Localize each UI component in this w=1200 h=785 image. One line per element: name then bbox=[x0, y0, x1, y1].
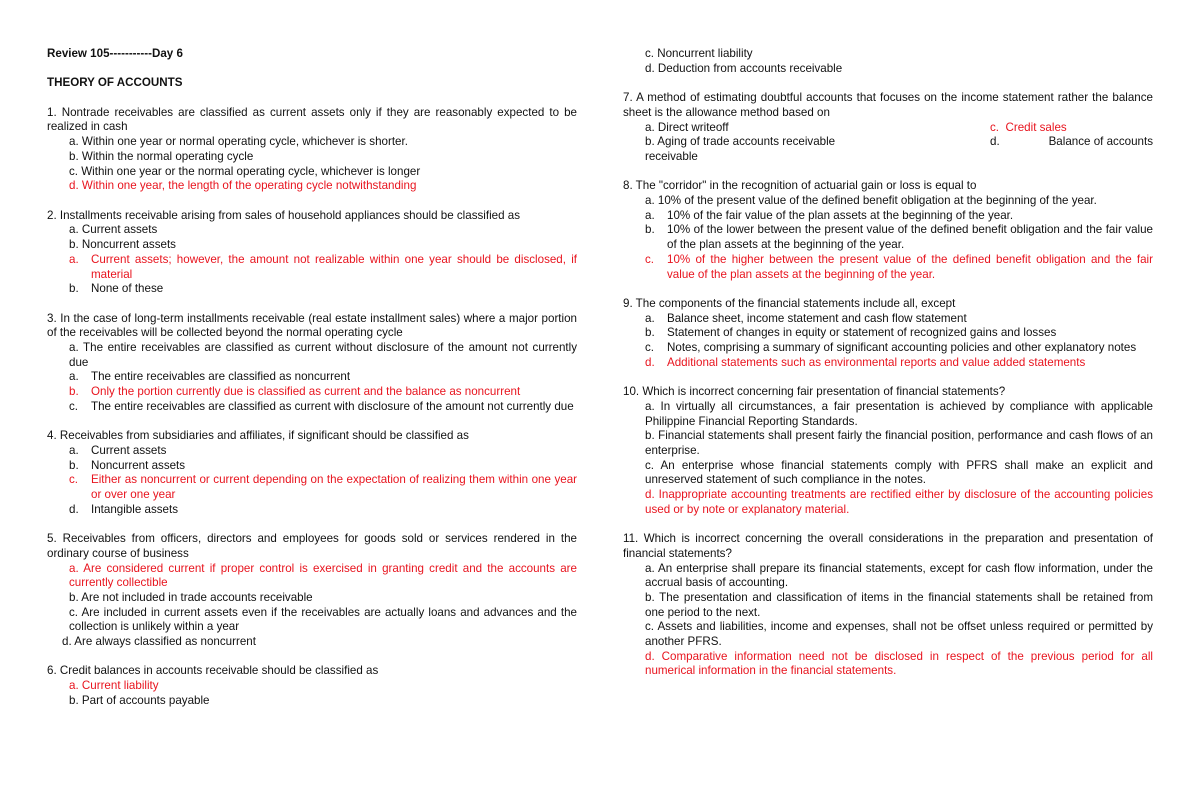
option-text: None of these bbox=[91, 282, 164, 296]
question-3-option-a: a. The entire receivables are classified as current without disclosure of the amount not currently due bbox=[69, 341, 577, 369]
option-text: 10% of the higher between the present value of the defined benefit obligation and the fair value of the plan assets at the beginning of the year. bbox=[667, 252, 1153, 281]
question-10-option-b: b. Financial statements shall present fairly the financial position, performance and cash flows of an enterprise. bbox=[645, 429, 1153, 457]
question-11 bbox=[623, 532, 1153, 679]
question-6-option-c: c. Noncurrent liability bbox=[645, 47, 753, 60]
option-letter: a. bbox=[69, 252, 79, 266]
question-7-option-b: b. Aging of trade accounts receivable bbox=[645, 135, 836, 149]
question-4-option-a bbox=[69, 444, 577, 459]
option-letter: d. bbox=[69, 502, 79, 516]
question-9 bbox=[623, 297, 1153, 371]
question-5-option-a: a. Are considered current if proper control is exercised in granting credit and the accounts are currently collectible bbox=[69, 561, 577, 590]
question-11-option-b: b. The presentation and classification of items in the financial statements shall be retained from one period to the next. bbox=[645, 590, 1153, 619]
question-7-row-1 bbox=[645, 121, 1153, 136]
option-letter: b. bbox=[645, 326, 655, 340]
review-title: Review 105-----------Day 6 bbox=[47, 47, 183, 60]
question-7-row-2 bbox=[645, 135, 1153, 150]
question-7-stem: 7. A method of estimating doubtful accounts that focuses on the income statement rather the balance sheet is the allowance method based on bbox=[623, 91, 1153, 119]
section-title: THEORY OF ACCOUNTS bbox=[47, 76, 183, 90]
question-1-option-b: b. Within the normal operating cycle bbox=[69, 149, 254, 163]
option-letter: b. bbox=[69, 458, 79, 472]
option-letter: b. bbox=[645, 223, 655, 237]
question-5-stem: 5. Receivables from officers, directors and employees for goods sold or services rendered in the ordinary course of business bbox=[47, 532, 577, 560]
question-10-option-c: c. An enterprise whose financial statements comply with PFRS shall make an explicit and unreserved statement of such compliance in the notes. bbox=[645, 458, 1153, 487]
question-10-option-a: a. In virtually all circumstances, a fair presentation is achieved by compliance with applicable Philippine Financial Reporting Standards. bbox=[645, 399, 1153, 428]
question-2 bbox=[47, 209, 577, 297]
option-letter: b. bbox=[69, 385, 79, 399]
question-8-option-a: a. 10% of the present value of the defined benefit obligation at the beginning of the year. bbox=[645, 194, 1097, 207]
question-4-option-c bbox=[69, 473, 577, 502]
question-3 bbox=[47, 312, 577, 415]
option-letter: a. bbox=[69, 443, 79, 457]
question-6-option-a: a. Current liability bbox=[69, 679, 159, 693]
question-9-option-c bbox=[645, 341, 1153, 356]
question-5-option-d: d. Are always classified as noncurrent bbox=[62, 635, 256, 649]
question-10-option-d: d. Inappropriate accounting treatments are rectified either by disclosure of the accounting policies used or by note or explanatory material. bbox=[645, 488, 1153, 516]
option-text: Noncurrent assets bbox=[91, 458, 186, 472]
option-letter: a. bbox=[645, 311, 655, 325]
question-1 bbox=[47, 106, 577, 194]
option-letter: c. bbox=[645, 252, 655, 266]
question-4 bbox=[47, 429, 577, 517]
question-5-option-b: b. Are not included in trade accounts receivable bbox=[69, 590, 313, 604]
question-7 bbox=[623, 91, 1153, 165]
option-letter: b. bbox=[69, 282, 79, 296]
question-9-option-b bbox=[645, 326, 1153, 341]
option-letter: c. bbox=[645, 341, 655, 355]
right-column bbox=[623, 47, 1153, 679]
question-7-option-a: a. Direct writeoff bbox=[645, 120, 729, 134]
question-4-option-d bbox=[69, 503, 577, 518]
question-2-option-b: b. Noncurrent assets bbox=[69, 238, 176, 252]
option-letter: d. bbox=[990, 135, 1000, 149]
question-3-stem: 3. In the case of long-term installments receivable (real estate installment sales) where a major portion of the receivables will be collected beyond the normal operating cycle bbox=[47, 311, 577, 340]
question-9-option-a bbox=[645, 312, 1153, 327]
question-10-stem: 10. Which is incorrect concerning fair presentation of financial statements? bbox=[623, 385, 1006, 399]
question-6 bbox=[47, 664, 577, 708]
question-10 bbox=[623, 385, 1153, 517]
option-letter: a. bbox=[645, 208, 655, 222]
question-8-option-c bbox=[645, 223, 1153, 252]
left-column bbox=[47, 47, 577, 709]
question-3-option-c bbox=[69, 385, 577, 400]
question-4-stem: 4. Receivables from subsidiaries and affiliates, if significant should be classified as bbox=[47, 429, 469, 443]
option-letter: c. bbox=[990, 120, 1000, 134]
question-8-option-d bbox=[645, 253, 1153, 282]
question-3-option-b bbox=[69, 370, 577, 385]
option-text: The entire receivables are classified as current with disclosure of the amount not currently due bbox=[91, 399, 574, 413]
option-letter: a. bbox=[69, 370, 79, 384]
question-2-option-c bbox=[69, 253, 577, 282]
option-text: Additional statements such as environmental reports and value added statements bbox=[667, 355, 1086, 369]
question-6-option-d: d. Deduction from accounts receivable bbox=[645, 61, 843, 75]
question-7-option-d-continued: receivable bbox=[645, 149, 698, 163]
option-text: 10% of the lower between the present value of the defined benefit obligation and the fair value of the plan assets at the beginning of the year. bbox=[667, 223, 1153, 252]
option-letter: c. bbox=[69, 473, 79, 487]
question-5-option-c: c. Are included in current assets even if the receivables are actually loans and advances and the collection is unlikely within a year bbox=[69, 605, 577, 634]
question-7-option-c bbox=[990, 121, 1153, 136]
option-text: Balance sheet, income statement and cash flow statement bbox=[667, 311, 967, 325]
option-text: Intangible assets bbox=[91, 502, 179, 516]
option-text: 10% of the fair value of the plan assets at the beginning of the year. bbox=[667, 208, 1014, 222]
option-text: Notes, comprising a summary of significant accounting policies and other explanatory notes bbox=[667, 341, 1137, 355]
question-5 bbox=[47, 532, 577, 650]
option-text: Only the portion currently due is classified as current and the balance as noncurrent bbox=[91, 385, 521, 399]
question-11-option-d: d. Comparative information need not be disclosed in respect of the previous period for all numerical information in the financial statements. bbox=[645, 649, 1153, 678]
question-2-stem: 2. Installments receivable arising from sales of household appliances should be classified as bbox=[47, 208, 521, 222]
question-9-stem: 9. The components of the financial statements include all, except bbox=[623, 296, 956, 310]
question-11-option-a: a. An enterprise shall prepare its financial statements, except for cash flow information, under the accrual basis of accounting. bbox=[645, 561, 1153, 590]
question-8-option-b bbox=[645, 209, 1153, 224]
question-11-option-c: c. Assets and liabilities, income and expenses, shall not be offset unless required or permitted by another PFRS. bbox=[645, 620, 1153, 649]
question-6-stem: 6. Credit balances in accounts receivable should be classified as bbox=[47, 664, 379, 678]
question-1-option-a: a. Within one year or normal operating cycle, whichever is shorter. bbox=[69, 135, 408, 149]
question-4-option-b bbox=[69, 459, 577, 474]
option-text: Credit sales bbox=[1005, 120, 1067, 134]
question-2-option-d bbox=[69, 282, 577, 297]
question-6-continued bbox=[623, 47, 1153, 76]
question-8 bbox=[623, 179, 1153, 282]
option-text: Either as noncurrent or current depending on the expectation of realizing them within one year or over one year bbox=[91, 473, 577, 502]
question-11-stem: 11. Which is incorrect concerning the overall considerations in the preparation and presentation of financial statements? bbox=[623, 532, 1153, 560]
question-1-stem: 1. Nontrade receivables are classified as current assets only if they are reasonably expected to be realized in cash bbox=[47, 105, 577, 134]
option-text: Statement of changes in equity or statement of recognized gains and losses bbox=[667, 326, 1057, 340]
option-text: Current assets; however, the amount not realizable within one year should be disclosed, if material bbox=[91, 252, 577, 281]
option-text: Current assets bbox=[91, 443, 167, 457]
option-letter: c. bbox=[69, 399, 79, 413]
question-8-stem: 8. The "corridor" in the recognition of actuarial gain or loss is equal to bbox=[623, 179, 977, 193]
option-letter: d. bbox=[645, 355, 655, 369]
option-text: Balance of accounts bbox=[1048, 135, 1153, 149]
question-1-option-c: c. Within one year or the normal operating cycle, whichever is longer bbox=[69, 164, 421, 178]
question-9-option-d bbox=[645, 356, 1153, 371]
question-6-option-b: b. Part of accounts payable bbox=[69, 693, 210, 707]
question-1-option-d: d. Within one year, the length of the operating cycle notwithstanding bbox=[69, 179, 417, 193]
question-2-option-a: a. Current assets bbox=[69, 223, 158, 237]
option-text: The entire receivables are classified as noncurrent bbox=[91, 370, 351, 384]
question-7-option-d bbox=[990, 135, 1153, 150]
question-3-option-d bbox=[69, 400, 577, 415]
